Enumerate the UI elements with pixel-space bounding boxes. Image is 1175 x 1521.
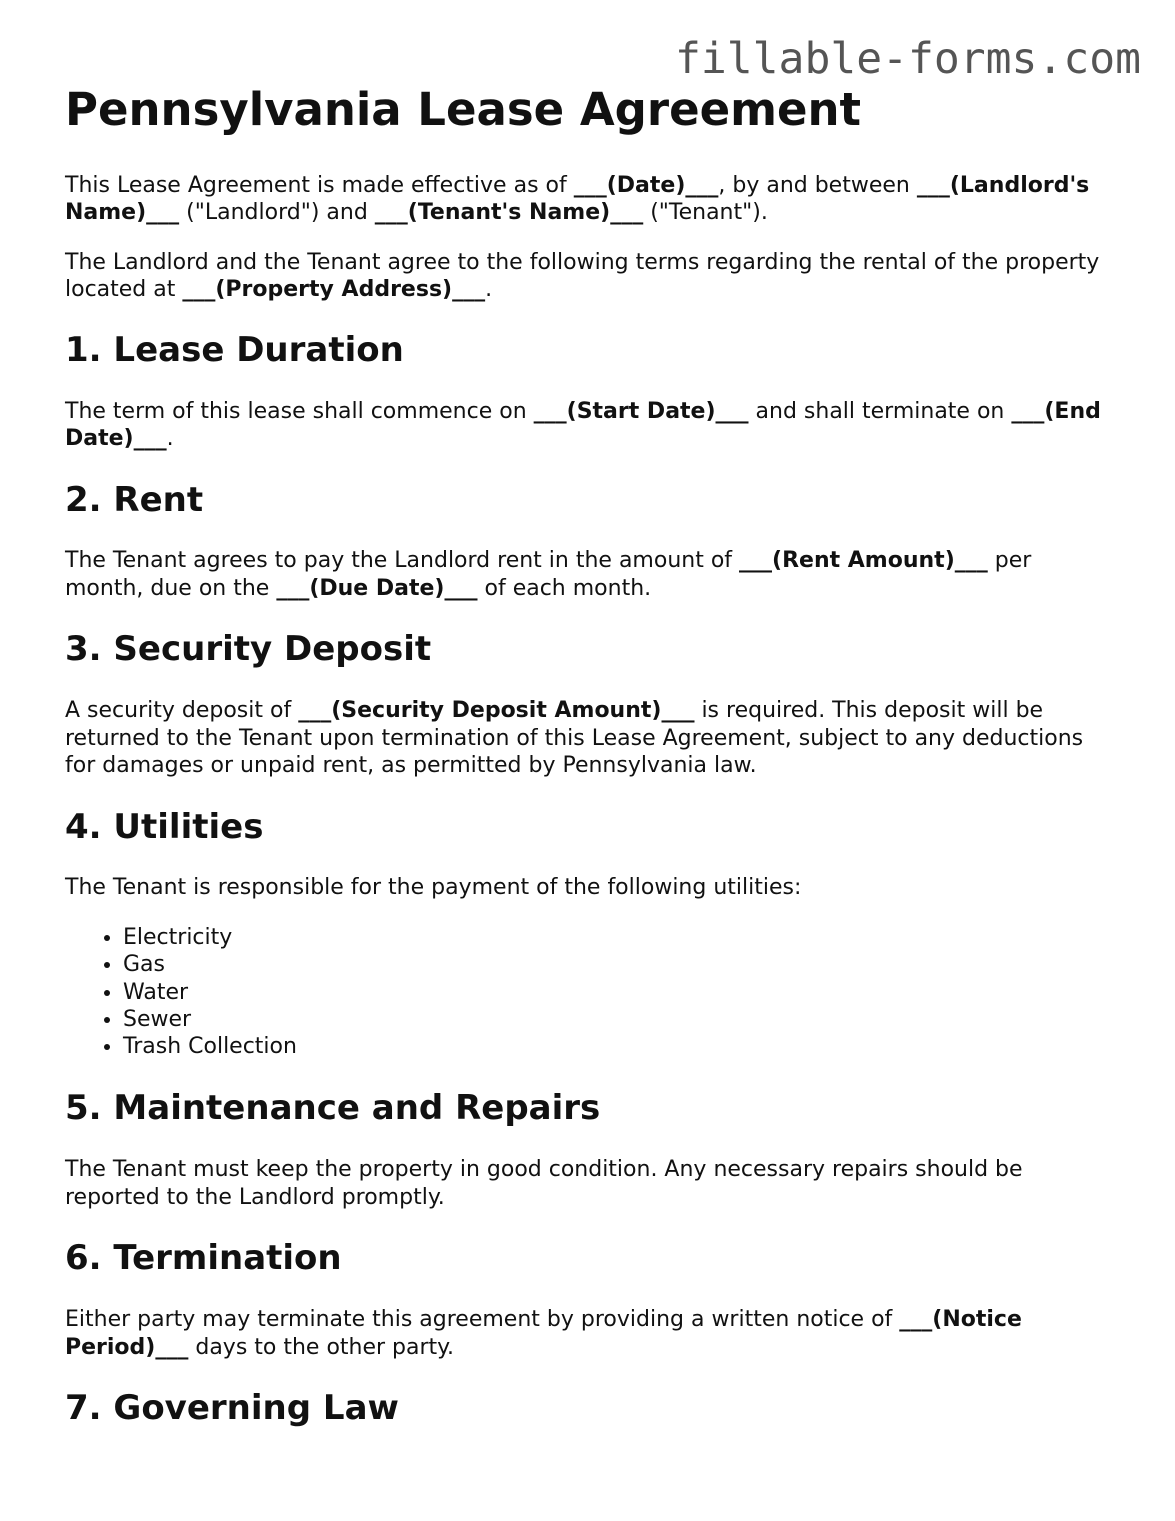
notice-period-blank[interactable]: ___(Notice Period)___ (65, 1307, 1022, 1360)
intro-text: This Lease Agreement is made effective as of (65, 172, 574, 198)
maintenance-paragraph: The Tenant must keep the property in good condition. Any necessary repairs should be reported to the Landlord promptly. (65, 1157, 1023, 1210)
landlord-name-blank[interactable]: ___(Landlord's Name)___ (65, 172, 1090, 226)
section-text: A security deposit of (65, 698, 299, 724)
utilities-paragraph: The Tenant is responsible for the payment of the following utilities: (65, 875, 802, 901)
site-watermark: fillable-forms.com (675, 34, 1141, 84)
lease-duration-paragraph (65, 398, 1115, 453)
list-item: • Gas (123, 951, 1115, 978)
security-deposit-amount-blank[interactable]: ___(Security Deposit Amount)___ (298, 698, 695, 724)
section-heading-maintenance: 5. Maintenance and Repairs (65, 1088, 601, 1129)
section-text: is required. This deposit will be returned to the Tenant upon termination of this Lease Agreement, subject to any deductions for damages or unpaid rent, as permitted by Pennsylvania law. (65, 698, 1084, 779)
intro-text: , by and between (718, 172, 917, 198)
list-item: • Electricity (123, 924, 1115, 951)
section-heading-governing-law: 7. Governing Law (65, 1388, 399, 1429)
tenant-name-blank[interactable]: ___(Tenant's Name)___ (374, 200, 644, 226)
end-date-blank[interactable]: ___(End Date)___ (65, 398, 1101, 452)
property-text: . (485, 277, 493, 303)
section-text: per month, due on the (65, 548, 1032, 601)
section-text: of each month. (477, 575, 652, 601)
property-text: The Landlord and the Tenant agree to the following terms regarding the rental of the property located at (65, 249, 1100, 303)
section-heading-utilities: 4. Utilities (65, 806, 264, 847)
section-text: . (166, 426, 174, 452)
section-heading-rent: 2. Rent (65, 479, 204, 520)
section-heading-security-deposit: 3. Security Deposit (65, 629, 432, 670)
section-text: and shall terminate on (748, 398, 1012, 424)
list-item: • Sewer (123, 1006, 1115, 1033)
section-text: The Tenant agrees to pay the Landlord rent in the amount of (65, 548, 740, 574)
section-heading-lease-duration: 1. Lease Duration (65, 329, 404, 370)
utilities-list (65, 924, 1115, 1060)
rent-amount-blank[interactable]: ___(Rent Amount)___ (739, 548, 988, 574)
intro-text: ("Tenant"). (643, 200, 768, 226)
start-date-blank[interactable]: ___(Start Date)___ (533, 398, 749, 424)
security-deposit-paragraph (65, 697, 1115, 780)
intro-paragraph (65, 172, 1115, 227)
section-text: The term of this lease shall commence on (65, 398, 534, 424)
intro-text: ("Landlord") and (179, 200, 375, 226)
page-title: Pennsylvania Lease Agreement (65, 83, 862, 136)
rent-paragraph (65, 547, 1115, 602)
section-text: Either party may terminate this agreement by providing a written notice of (65, 1307, 900, 1333)
document-body (65, 84, 1115, 1456)
property-address-blank[interactable]: ___(Property Address)___ (182, 277, 486, 303)
date-blank[interactable]: ___(Date)___ (573, 172, 719, 198)
section-heading-termination: 6. Termination (65, 1238, 342, 1279)
due-date-blank[interactable]: ___(Due Date)___ (276, 575, 478, 601)
list-item: • Water (123, 979, 1115, 1006)
property-paragraph (65, 249, 1115, 304)
termination-paragraph (65, 1306, 1115, 1361)
section-text: days to the other party. (188, 1334, 455, 1360)
list-item: • Trash Collection (123, 1033, 1115, 1060)
